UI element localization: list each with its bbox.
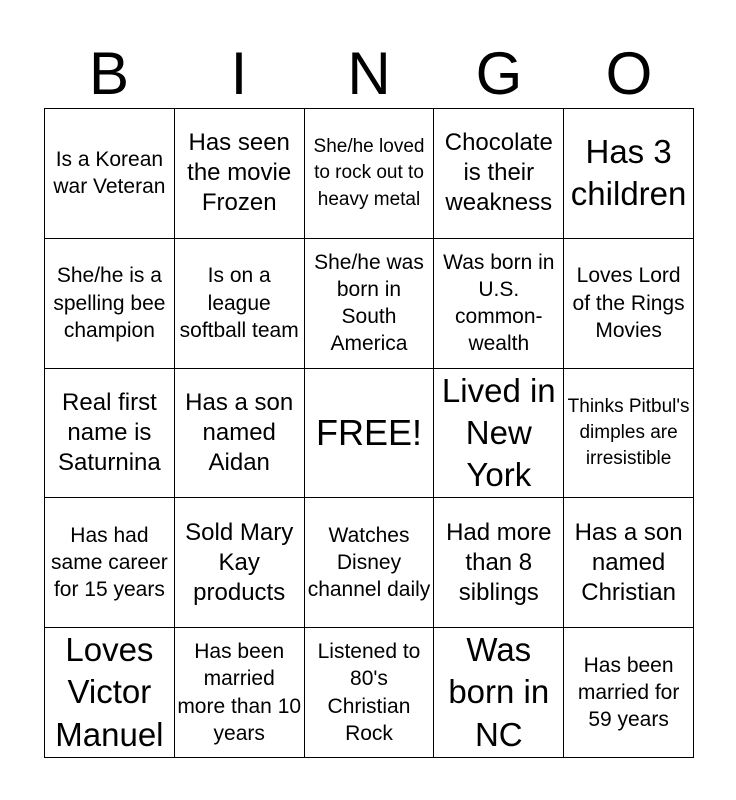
header-letter-b: B [88,40,130,107]
bingo-cell-r3-c4[interactable]: Lived in New York [434,369,564,499]
bingo-cell-r4-c1[interactable]: Has had same career for 15 years [45,498,175,628]
bingo-cell-r1-c3[interactable]: She/he loved to rock out to heavy metal [305,109,435,239]
bingo-cell-free[interactable]: FREE! [305,369,435,499]
bingo-cell-r5-c5[interactable]: Has been married for 59 years [564,628,694,758]
bingo-cell-r1-c5[interactable]: Has 3 children [564,109,694,239]
bingo-cell-r3-c1[interactable]: Real first name is Saturnina [45,369,175,499]
bingo-cell-r2-c2[interactable]: Is on a league softball team [175,239,305,369]
bingo-cell-r5-c3[interactable]: Listened to 80's Christian Rock [305,628,435,758]
bingo-cell-r3-c5[interactable]: Thinks Pitbul's dimples are irresistible [564,369,694,499]
header-letter-i: I [230,40,248,107]
bingo-cell-r1-c2[interactable]: Has seen the movie Frozen [175,109,305,239]
bingo-cell-r5-c4[interactable]: Was born in NC [434,628,564,758]
bingo-cell-r2-c1[interactable]: She/he is a spelling bee champion [45,239,175,369]
bingo-cell-r1-c1[interactable]: Is a Korean war Veteran [45,109,175,239]
bingo-cell-r3-c2[interactable]: Has a son named Aidan [175,369,305,499]
header-letter-o: O [605,40,653,107]
header-letter-g: G [475,40,523,107]
bingo-cell-r4-c3[interactable]: Watches Disney channel daily [305,498,435,628]
bingo-cell-r4-c2[interactable]: Sold Mary Kay products [175,498,305,628]
bingo-cell-r2-c5[interactable]: Loves Lord of the Rings Movies [564,239,694,369]
bingo-cell-r5-c1[interactable]: Loves Victor Manuel [45,628,175,758]
bingo-cell-r4-c5[interactable]: Has a son named Christian [564,498,694,628]
bingo-grid [44,108,694,758]
bingo-cell-r5-c2[interactable]: Has been married more than 10 years [175,628,305,758]
bingo-cell-r4-c4[interactable]: Had more than 8 siblings [434,498,564,628]
bingo-cell-r2-c4[interactable]: Was born in U.S. common-wealth [434,239,564,369]
bingo-header [44,40,694,108]
bingo-cell-r1-c4[interactable]: Chocolate is their weakness [434,109,564,239]
header-letter-n: N [347,40,391,107]
bingo-cell-r2-c3[interactable]: She/he was born in South America [305,239,435,369]
